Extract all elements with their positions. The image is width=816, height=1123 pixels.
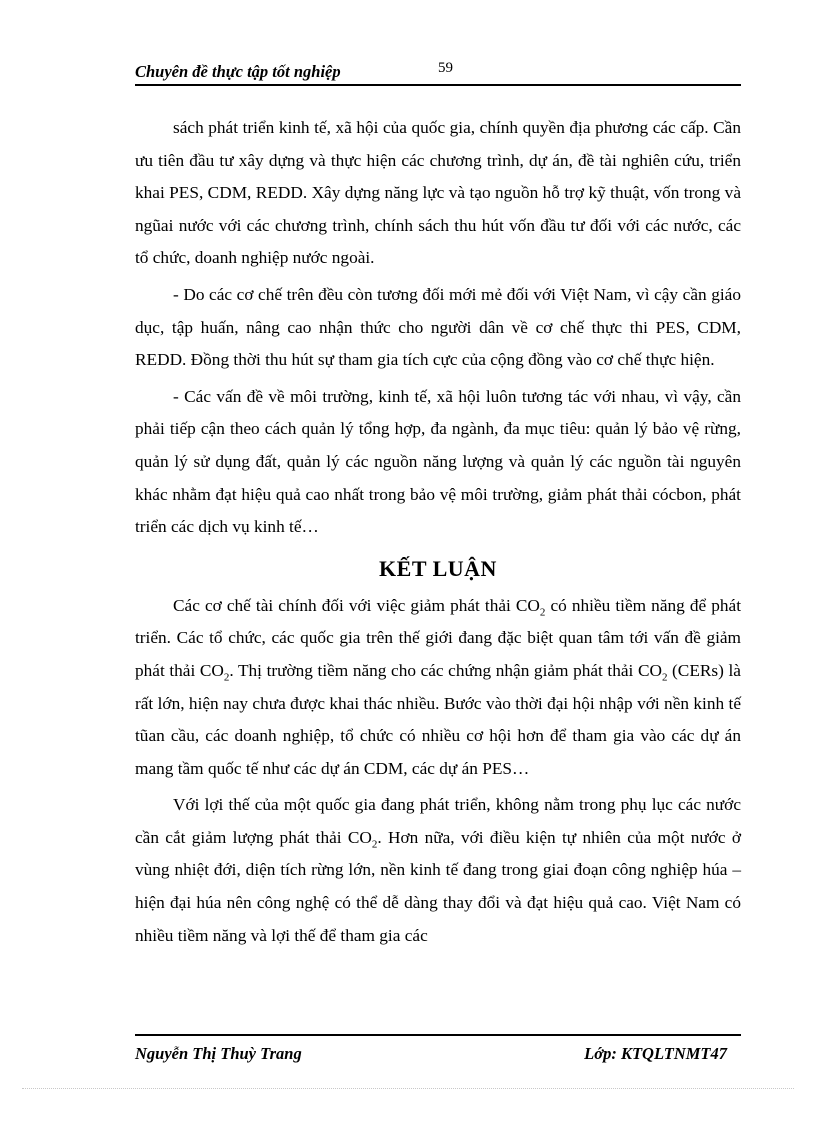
text-run: Với lợi thế của một quốc gia đang phát triển, không nằm trong phụ lục các nước cần cắt giảm lượng phát thải CO	[135, 795, 741, 847]
paragraph	[135, 789, 741, 952]
page-header	[135, 56, 741, 86]
page-number: 59	[438, 60, 453, 76]
document-body	[135, 112, 741, 956]
conclusion-heading: KẾT LUẬN	[379, 555, 497, 581]
text-run: có nhiều tiềm năng để phát triển. Các tổ chức, các quốc gia trên thế giới đang đặc biệt quan tâm tới vấn đề giảm phát thải CO	[135, 595, 741, 680]
header-title: Chuyên đề thực tập tốt nghiệp	[135, 62, 341, 81]
text-run: . Thị trường tiềm năng cho các chứng nhận giảm phát thải CO	[229, 660, 662, 680]
paragraph: - Các vấn đề về môi trường, kinh tế, xã hội luôn tương tác với nhau, vì vậy, cần phải tiếp cận theo cách quản lý tổng hợp, đa ngành, đa mục tiêu: quản lý bảo vệ rừng, quản lý sử dụng đất, quản lý các nguồn năng lượng và quản lý các nguồn tài nguyên khác nhằm đạt hiệu quả cao nhất trong bảo vệ môi trường, giảm phát thải cócbon, phát triển các dịch vụ kinh tế…	[135, 386, 741, 537]
class-label: Lớp: KTQLTNMT47	[584, 1044, 727, 1063]
paragraph	[135, 590, 741, 786]
author-name: Nguyễn Thị Thuỳ Trang	[135, 1044, 302, 1063]
page-edge-divider	[22, 1088, 794, 1089]
subscript: 2	[223, 671, 230, 684]
paragraph: - Do các cơ chế trên đều còn tương đối mới mẻ đối với Việt Nam, vì cậy cần giáo dục, tập huấn, nâng cao nhận thức cho người dân về cơ chế thực thi PES, CDM, REDD. Đồng thời thu hút sự tham gia tích cực của cộng đồng vào cơ chế thực hiện.	[135, 284, 741, 370]
text-run: (CERs) là rất lớn, hiện nay chưa được khai thác nhiều. Bước vào thời đại hội nhập với nền kinh tế tũan cầu, các doanh nghiệp, tổ chức có nhiều cơ hội hơn để tham gia vào các dự án mang tầm quốc tế như các dự án CDM, các dự án PES…	[135, 660, 741, 778]
paragraph: sách phát triển kinh tế, xã hội của quốc gia, chính quyền địa phương các cấp. Cần ưu tiên đầu tư xây dựng và thực hiện các chương trình, dự án, đề tài nghiên cứu, triển khai PES, CDM, REDD. Xây dựng năng lực và tạo nguồn hỗ trợ kỹ thuật, vốn trong và ngũai nước với các chương trình, chính sách thu hút vốn đầu tư đối với các nước, các tổ chức, doanh nghiệp nước ngoài.	[135, 118, 741, 268]
text-run: Các cơ chế tài chính đối với việc giảm phát thải CO	[173, 595, 540, 615]
text-run: . Hơn nữa, với điều kiện tự nhiên của một nước ở vùng nhiệt đới, diện tích rừng lớn, nền kinh tế đang trong giai đoạn công nghiệp húa – hiện đại húa nên công nghệ có thể dễ dàng thay đổi và đạt hiệu quả cao. Việt Nam có nhiều tiềm năng và lợi thế để tham gia các	[135, 827, 741, 945]
subscript: 2	[371, 838, 378, 851]
subscript: 2	[661, 671, 668, 684]
page-footer	[135, 1034, 741, 1066]
subscript: 2	[539, 606, 546, 619]
